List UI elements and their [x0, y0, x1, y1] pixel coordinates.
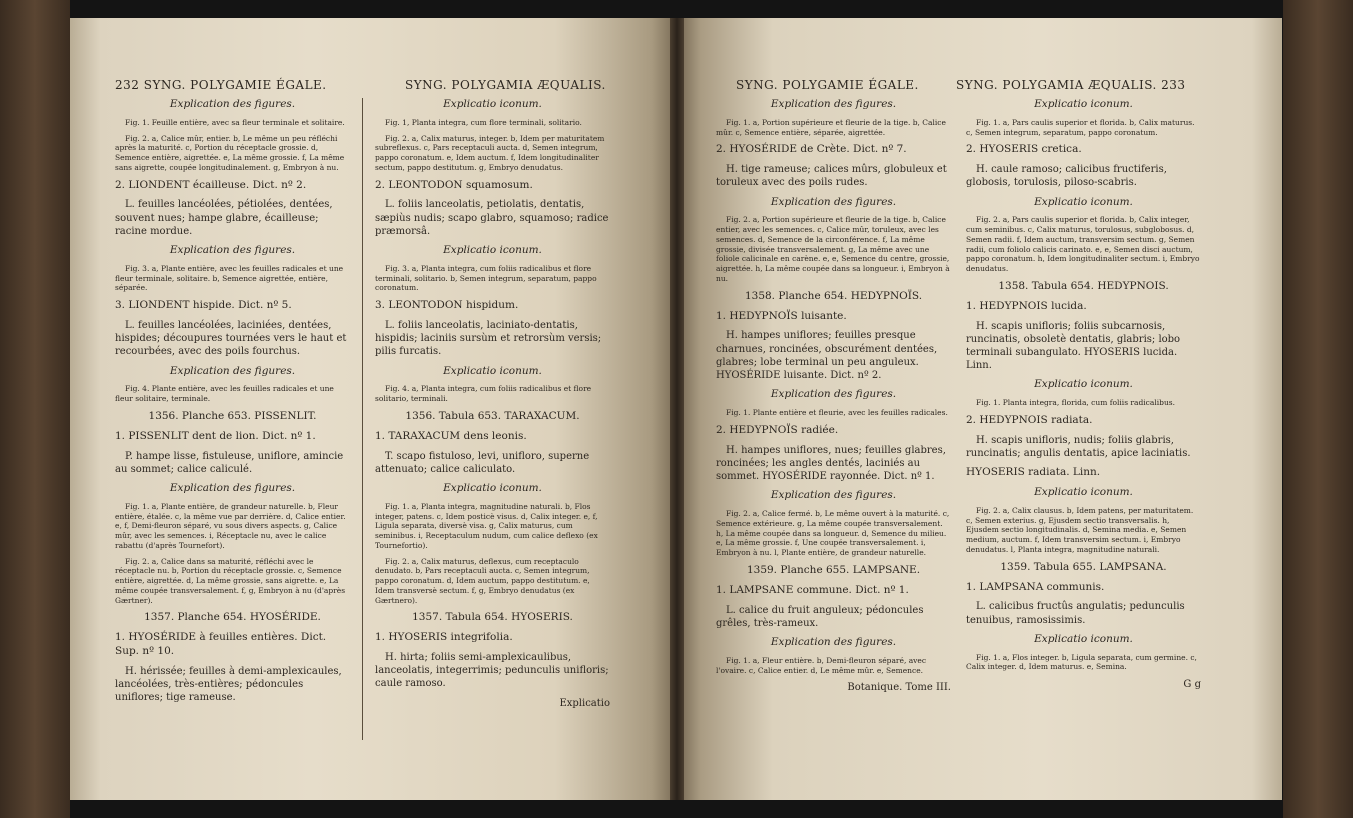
species-entry: 2. HEDYPNOIS radiata. — [966, 414, 1093, 427]
plate-heading: 1359. Tabula 655. LAMPSANA. — [1000, 560, 1167, 573]
section-heading: Explicatio iconum. — [1034, 486, 1133, 499]
right-col2-header: SYNG. POLYGAMIA ÆQUALIS. — [956, 78, 1157, 92]
figure-caption: Fig. 3. a, Plante entière, avec les feuilles radicales et une fleur terminale, solitaire. b, Semence aigrettée, entière, séparée. — [115, 263, 344, 293]
left-page — [70, 18, 676, 800]
species-description: T. scapo fistuloso, levi, unifloro, superne attenuato; calice caliculato. — [375, 450, 590, 475]
species-description: P. hampe lisse, fistuleuse, uniflore, amincie au sommet; calice caliculé. — [115, 450, 344, 475]
species-entry: 1. PISSENLIT dent de lion. Dict. nº 1. — [115, 429, 316, 442]
left-col2-header: SYNG. POLYGAMIA ÆQUALIS. — [405, 78, 606, 92]
species-description: H. tige rameuse; calices mûrs, globuleux et toruleux avec des poils rudes. — [716, 164, 947, 189]
right-col1-header: SYNG. POLYGAMIE ÉGALE. — [736, 78, 919, 92]
species-description: H. hampes uniflores; feuilles presque charnues, roncinées, obscurément dentées, glabres; lobe terminal un peu anguleux. HYOSÉRIDE luisante. Dict. nº 2. — [716, 330, 938, 381]
section-heading: Explication des figures. — [770, 635, 897, 648]
species-entry: 2. HYOSERIS cretica. — [966, 143, 1082, 156]
figure-caption: Fig. 2. a, Calice mûr, entier. b, Le même un peu réfléchi après la maturité. c, Portion du réceptacle grossie. d, Semence entière, aigrettée. e, La même grossie. f, La même sans aigrette, coupée longitudinalement. g, Embryon à nu. — [115, 133, 345, 172]
section-heading: Explicatio iconum. — [443, 244, 542, 257]
left-page-number: 232 — [115, 78, 140, 92]
figure-caption: Fig. 1. a, Plante entière, de grandeur naturelle. b, Fleur entière, étalée. c, la même vue par derrière. d, Calice entier. e, f, Demi-fleuron séparé, vu sous divers aspects. g, Calice mûr, avec les semences. i, Réceptacle nu, avec le calice rabattu (d'après Tournefort). — [115, 501, 346, 550]
figure-caption: Fig. 1. a, Planta integra, magnitudine naturali. b, Flos integer, patens. c, Idem posticè visus. d, Calix integer. e, f, Ligula separata, diversè visa. g, Calix maturus, cum seminibus. i, Receptaculum nudum, cum calice deflexo (ex Tournefortio). — [375, 501, 598, 550]
species-description: H. hirta; foliis semi-amplexicaulibus, lanceolatis, integerrimis; pedunculis unifloris; caule ramoso. — [375, 652, 609, 690]
plate-heading: 1358. Tabula 654. HEDYPNOIS. — [998, 279, 1169, 292]
right-col1 — [716, 98, 951, 700]
left-col2 — [375, 98, 610, 716]
figure-caption: Fig. 4. a, Planta integra, cum foliis radicalibus et flore solitario, terminali. — [375, 384, 592, 404]
species-entry: 2. LIONDENT écailleuse. Dict. nº 2. — [115, 178, 307, 191]
section-heading: Explicatio iconum. — [1034, 98, 1133, 110]
species-entry: 1. LAMPSANE commune. Dict. nº 1. — [716, 583, 909, 596]
section-heading: Explicatio iconum. — [443, 364, 542, 377]
species-entry: 1. HEDYPNOIS lucida. — [966, 299, 1087, 312]
section-heading: Explication des figures. — [770, 489, 897, 502]
species-entry: 1. HEDYPNOÏS luisante. — [716, 309, 847, 322]
figure-caption: Fig. 1. a, Fleur entière. b, Demi-fleuron séparé, avec l'ovaire. c, Calice entier. d, Le même mûr. e, Semence. — [716, 655, 927, 675]
page-footer-text: G g — [1183, 679, 1201, 691]
page-footer-text: Explicatio — [559, 697, 610, 709]
figure-caption: Fig. 2. a, Portion supérieure et fleurie de la tige. b, Calice entier, avec les semences. c, Calice mûr, toruleux, avec les semences. d, Semence de la circonférence. f, La même grossie, divisée transversalement. g, La même avec une foliole calicinale en carène. e, e, Semence du centre, grossie, aigrettée. h, La même coupée dans sa longueur. i, Embryon à nu. — [716, 215, 950, 283]
left-col1 — [115, 98, 350, 711]
figure-caption: Fig. 1. a, Pars caulis superior et florida. b, Calix maturus. c, Semen integrum, separatum, pappo coronatum. — [966, 117, 1195, 137]
species-description: L. foliis lanceolatis, petiolatis, dentatis, sæpiùs nudis; scapo glabro, squamoso; radice præmorsâ. — [375, 199, 609, 237]
species-description: H. scapis unifloris, nudis; foliis glabris, runcinatis; angulis dentatis, apice laciniatis. — [966, 434, 1191, 460]
figure-caption: Fig. 2. a, Calix maturus, deflexus, cum receptaculo denudato. b, Pars receptaculi aucta. c, Semen integrum, pappo coronatum. d, Idem auctum, pappo destitutum. e, Idem transversè sectum. f, g, Embryo denudatus (ex Gærtnero). — [375, 556, 590, 605]
figure-caption: Fig. 1. a, Flos integer. b, Ligula separata, cum germine. c, Calix integer. d, Idem maturus. e, Semina. — [966, 652, 1197, 672]
plate-heading: 1356. Tabula 653. TARAXACUM. — [405, 409, 580, 422]
section-heading: Explicatio iconum. — [1034, 195, 1133, 208]
figure-caption: Fig. 2. a, Pars caulis superior et florida. b, Calix integer, cum seminibus. c, Calix maturus, torulosus, subglobosus. d, Semen radii. f, Idem auctum, transversim sectum. g, Semen radii, cum foliolo calicis carinato. e, e, Semen disci auctum, pappo coronatum. h, Idem longitudinaliter sectum. i, Embryo denudatus. — [966, 215, 1200, 274]
figure-caption: Fig. 1. a, Portion supérieure et fleurie de la tige. b, Calice mûr. c, Semence entière, séparée, aigrettée. — [716, 117, 946, 137]
plate-heading: 1358. Planche 654. HEDYPNOÏS. — [744, 289, 923, 302]
species-entry: 2. HEDYPNOÏS radiée. — [716, 423, 839, 436]
species-entry: 2. HYOSÉRIDE de Crète. Dict. nº 7. — [716, 143, 907, 156]
species-description: L. feuilles lancéolées, laciniées, dentées, hispides; découpures tournées vers le haut et recourbées, avec des poils fourchus. — [115, 320, 347, 358]
species-entry: 2. LEONTODON squamosum. — [375, 178, 533, 191]
species-description: L. feuilles lancéolées, pétiolées, dentées, souvent nues; hampe glabre, écailleuse; racine mordue. — [115, 199, 333, 237]
figure-caption: Fig. 4. Plante entière, avec les feuilles radicales et une fleur solitaire, terminale. — [115, 384, 334, 404]
plate-heading: 1357. Planche 654. HYOSÉRIDE. — [144, 611, 321, 624]
section-heading: Explication des figures. — [169, 98, 296, 110]
figure-caption: Fig. 1. Plante entière et fleurie, avec les feuilles radicales. — [726, 408, 948, 418]
species-description: L. calice du fruit anguleux; pédoncules grêles, très-rameux. — [716, 604, 924, 629]
plate-heading: 1359. Planche 655. LAMPSANE. — [746, 563, 921, 576]
section-heading: Explicatio iconum. — [443, 482, 542, 495]
figure-caption: Fig. 1, Planta integra, cum flore terminali, solitario. — [385, 117, 582, 127]
section-heading: Explication des figures. — [770, 195, 897, 208]
species-description: L. foliis lanceolatis, laciniato-dentatis, hispidis; laciniis sursùm et retrorsùm versis; pilis furcatis. — [375, 320, 602, 358]
species-entry: 3. LIONDENT hispide. Dict. nº 5. — [115, 299, 292, 312]
section-heading: Explication des figures. — [770, 98, 897, 110]
figure-caption: Fig. 2. a, Calice dans sa maturité, réfléchi avec le réceptacle nu. b, Portion du réceptacle grossie. c, Semence entière, aigrettée. d, La même grossie, sans aigrette. e, La même coupée transversalement. f, g, Embryon à nu (d'après Gærtner). — [115, 556, 346, 605]
figure-caption: Fig. 2. a, Calice fermé. b, Le même ouvert à la maturité. c, Semence extérieure. g, La même coupée transversalement. h, La même coupée dans sa longueur. d, Semence du milieu. e, La même grossie. f, Une coupée transversalement. i, Embryon à nu. l, Plante entière, de grandeur naturelle. — [716, 509, 950, 558]
species-description: H. scapis unifloris; foliis subcarnosis, runcinatis, obsoletè dentatis, glabris; lobo terminali subangulato. HYOSERIS lucida. Linn. — [966, 320, 1181, 372]
species-entry: 1. HYOSERIS integrifolia. — [375, 631, 513, 644]
figure-caption: Fig. 2. a, Calix maturus, integer. b, Idem per maturitatem subreflexus. c, Pars receptaculi aucta. d, Semen integrum, pappo coronatum. e, Idem auctum. f, Idem longitudinaliter sectum, pappo destitutum. g, Embryo denudatus. — [375, 133, 605, 172]
figure-caption: Fig. 2. a, Calix clausus. b, Idem patens, per maturitatem. c, Semen exterius. g, Ejusdem sectio transversalis. h, Ejusdem sectio longitudinalis. d, Semina media. e, Semen medium, auctum. f, Idem transversim sectum. i, Embryo denudatus. l, Planta integra, magnitudine naturali. — [966, 505, 1194, 554]
species-entry: 1. TARAXACUM dens leonis. — [375, 429, 527, 442]
left-column-rule — [362, 98, 363, 740]
section-heading: Explication des figures. — [169, 364, 296, 377]
figure-caption: Fig. 1. Feuille entière, avec sa fleur terminale et solitaire. — [125, 117, 345, 127]
right-page-number: 233 — [1161, 78, 1186, 92]
species-entry: 1. LAMPSANA communis. — [966, 580, 1105, 593]
figure-caption: Fig. 1. Planta integra, florida, cum foliis radicalibus. — [976, 398, 1176, 408]
species-description: H. caule ramoso; calicibus fructiferis, globosis, torulosis, piloso-scabris. — [966, 164, 1167, 189]
section-heading: Explication des figures. — [770, 388, 897, 401]
book-gutter — [670, 18, 684, 800]
page-footer-text: Botanique. Tome III. — [847, 682, 951, 694]
book-cover-left — [0, 0, 70, 818]
section-heading: Explicatio iconum. — [1034, 378, 1133, 391]
section-heading: Explication des figures. — [169, 482, 296, 495]
species-description: L. calicibus fructûs angulatis; pedunculis tenuibus, ramosissimis. — [966, 601, 1185, 626]
right-col2 — [966, 98, 1201, 697]
species-entry: 1. HYOSÉRIDE à feuilles entières. Dict. Sup. nº 10. — [115, 631, 327, 658]
plate-heading: 1356. Planche 653. PISSENLIT. — [148, 409, 317, 422]
species-entry: 3. LEONTODON hispidum. — [375, 299, 519, 312]
section-heading: Explication des figures. — [169, 244, 296, 257]
species-entry: HYOSERIS radiata. Linn. — [966, 466, 1101, 479]
plate-heading: 1357. Tabula 654. HYOSERIS. — [412, 611, 573, 624]
left-col1-header: SYNG. POLYGAMIE ÉGALE. — [143, 78, 327, 92]
species-description: H. hérissée; feuilles à demi-amplexicaules, lancéolées, très-entières; pédoncules uniflores; tige rameuse. — [115, 665, 342, 704]
right-page — [676, 18, 1282, 800]
figure-caption: Fig. 3. a, Planta integra, cum foliis radicalibus et flore terminali, solitario. b, Semen integrum, separatum, pappo coronatum. — [375, 263, 597, 293]
right-page-header — [956, 78, 1186, 92]
left-page-header — [115, 78, 327, 92]
section-heading: Explicatio iconum. — [1034, 632, 1133, 645]
book-cover-right — [1283, 0, 1353, 818]
species-description: H. hampes uniflores, nues; feuilles glabres, roncinées; les angles dentés, laciniés au sommet. HYOSÉRIDE rayonnée. Dict. nº 1. — [716, 444, 946, 483]
section-heading: Explicatio iconum. — [443, 98, 542, 110]
